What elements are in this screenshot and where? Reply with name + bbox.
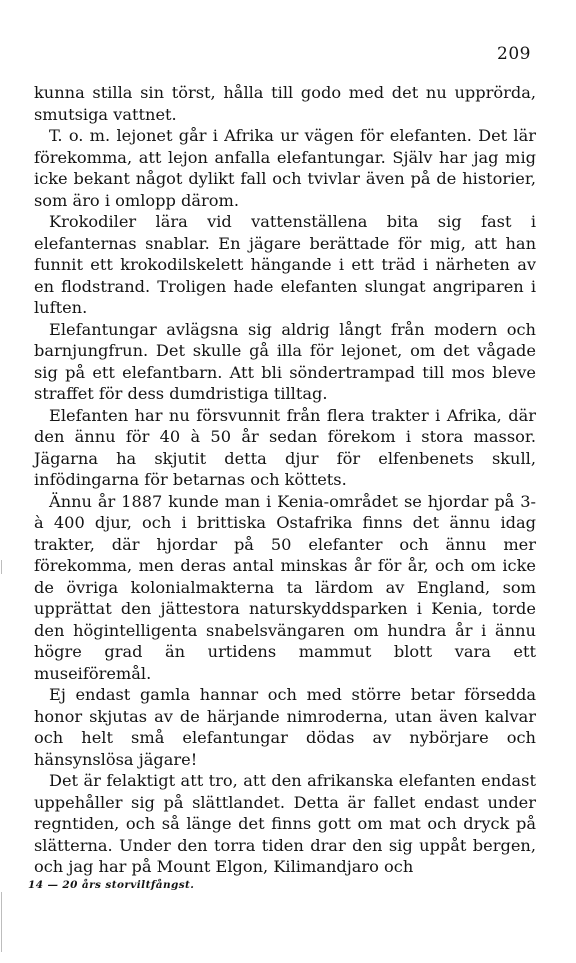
paragraph-2: T. o. m. lejonet går i Afrika ur vägen för elefanten. Det lär förekomma, att lejon anfalla elefantungar. Själv har jag mig icke bekant något dylikt fall och tvivlar även på de historier, som äro i omlopp därom. [34, 126, 536, 210]
page-number: 209 [497, 44, 531, 64]
paragraph-5: Elefanten har nu försvunnit från flera trakter i Afrika, där den ännu för 40 à 50 år sedan förekom i stora massor. Jägarna ha skjutit detta djur för elfenbenets skull, infödingarna för betarnas och köttets. [34, 405, 536, 489]
margin-mark [1, 892, 2, 952]
paragraph-3: Krokodiler lära vid vattenställena bita sig fast i elefanternas snablar. En jägare berättade för mig, att han funnit ett krokodilskelett hängande i ett träd i närheten av en flodstrand. Troligen hade elefanten slungat angriparen i luften. [34, 212, 536, 317]
margin-mark [1, 560, 2, 574]
paragraph-1: kunna stilla sin törst, hålla till godo med det nu upprörda, smutsiga vattnet. [34, 83, 536, 124]
paragraph-6: Ännu år 1887 kunde man i Kenia-området se hjordar på 3- à 400 djur, och i brittiska Ostafrika finns det ännu idag trakter, där hjordar på 50 elefanter och ännu mer förekomma, men deras antal minskas år för år, och om icke de övriga kolonialmakterna ta lärdom av England, som upprättat den jättestora naturskyddsparken i Kenia, torde den högintelligenta snabelsvängaren om hundra år i ännu högre grad än urtidens mammut blott vara ett museiföremål. [34, 491, 536, 683]
paragraph-7: Ej endast gamla hannar och med större betar försedda honor skjutas av de härjande nimroderna, utan även kalvar och helt små elefantungar dödas av nybörjare och hänsynslösa jägare! [34, 685, 536, 769]
paragraph-8: Det är felaktigt att tro, att den afrikanska elefanten endast uppehåller sig på slättlandet. Detta är fallet endast under regntiden, och så länge det finns gott om mat och dryck på slätterna. Under den torra tiden drar den sig uppåt bergen, och jag har på Mount Elgon, Kilimandjaro och [34, 771, 536, 876]
body-text [34, 82, 536, 878]
footer-signature: 14 — 20 års storviltfångst. [28, 879, 195, 891]
paragraph-4: Elefantungar avlägsna sig aldrig långt från modern och barnjungfrun. Det skulle gå illa för lejonet, om det vågade sig på ett elefantbarn. Att bli söndertrampad till mos bleve straffet för dess dumdristiga tilltag. [34, 319, 536, 403]
